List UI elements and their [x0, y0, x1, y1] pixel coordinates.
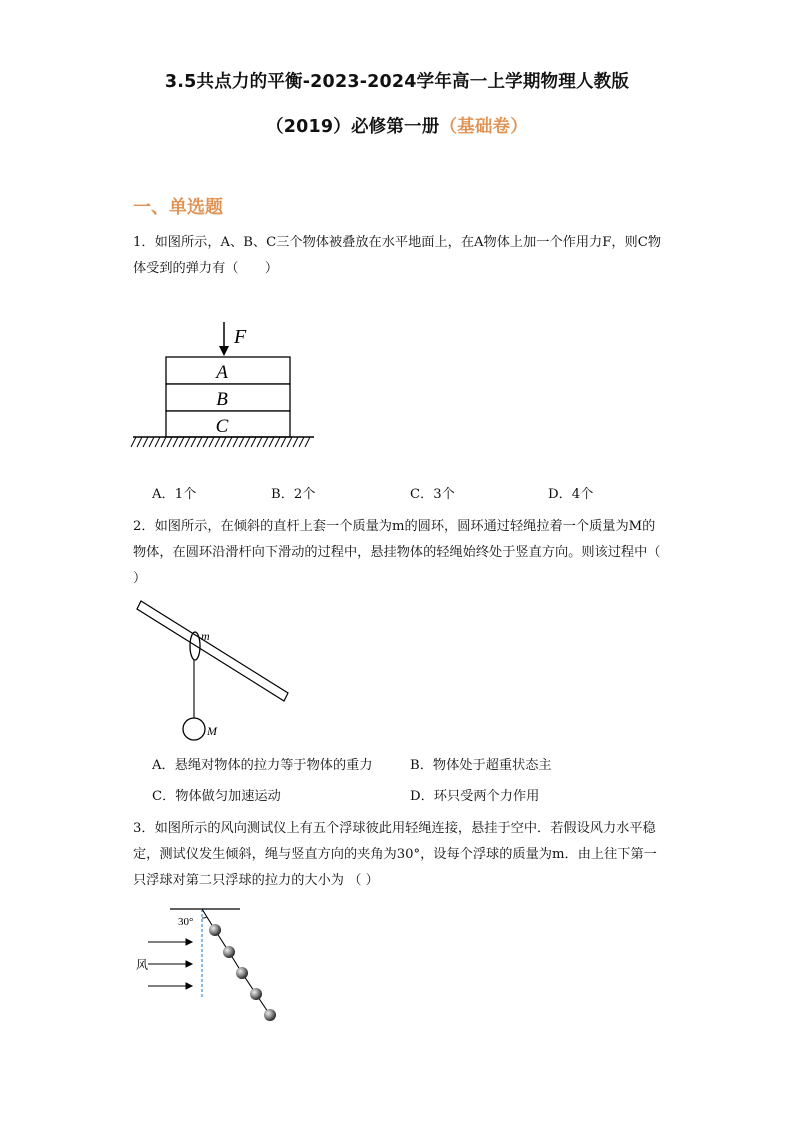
- hatch-stroke: [215, 437, 220, 447]
- hatch-stroke: [233, 437, 238, 447]
- hatch-stroke: [299, 437, 304, 447]
- q1-option-c[interactable]: C．3个: [410, 487, 455, 502]
- q2-option-c[interactable]: C．物体做匀加速运动: [152, 789, 281, 804]
- wind-arrowhead-2: [186, 961, 192, 967]
- wind-arrowhead-1: [186, 939, 192, 945]
- hatch-stroke: [227, 437, 232, 447]
- hatch-stroke: [251, 437, 256, 447]
- page-title-line1: 3.5共点力的平衡-2023-2024学年高一上学期物理人教版: [164, 72, 630, 92]
- hatch-stroke: [203, 437, 208, 447]
- q1-option-a[interactable]: A．1个: [152, 487, 197, 502]
- q2-option-d[interactable]: D．环只受两个力作用: [410, 789, 540, 804]
- question-1-stem: 1．如图所示，A、B、C三个物体被叠放在水平地面上，在A物体上加一个作用力F，则C物体受到的弹力有（ ）: [133, 235, 662, 276]
- question-2-stem: 2．如图所示，在倾斜的直杆上套一个质量为m的圆环，圆环通过轻绳拉着一个质量为M的物体，在圆环沿滑杆向下滑动的过程中，悬挂物体的轻绳始终处于竖直方向。则该过程中（ ）: [133, 519, 661, 586]
- hatch-stroke: [245, 437, 250, 447]
- hatch-stroke: [263, 437, 268, 447]
- hatch-stroke: [173, 437, 178, 447]
- hatch-stroke: [185, 437, 190, 447]
- question-2-figure: [128, 600, 298, 750]
- section-heading: 一、单选题: [133, 197, 223, 218]
- angle-label: 30°: [178, 916, 194, 928]
- inclined-rod: [137, 601, 288, 701]
- q2-option-b[interactable]: B．物体处于超重状态主: [410, 758, 552, 773]
- hanging-mass-label: M: [207, 724, 217, 738]
- float-ball-4: [250, 988, 262, 1000]
- block-c-label: C: [215, 416, 229, 437]
- hatch-stroke: [137, 437, 142, 447]
- wind-label: 风: [136, 958, 149, 972]
- question-3-figure: [128, 902, 288, 1028]
- float-ball-2: [223, 946, 235, 958]
- q2-option-a[interactable]: A．悬绳对物体的拉力等于物体的重力: [152, 758, 373, 773]
- hatch-stroke: [269, 437, 274, 447]
- hatch-stroke: [149, 437, 154, 447]
- wind-arrowhead-3: [186, 983, 192, 989]
- question-3-stem: 3．如图所示的风向测试仪上有五个浮球彼此用轻绳连接，悬挂于空中．若假设风力水平稳定，测试仪发生倾斜，绳与竖直方向的夹角为30°，设每个浮球的质量为m．由上往下第一只浮球对第二只浮球的拉力的大小为 （ ）: [133, 821, 657, 888]
- hatch-stroke: [239, 437, 244, 447]
- block-a: [166, 357, 290, 384]
- block-b-label: B: [216, 389, 228, 410]
- page-title-line2: [0, 113, 794, 138]
- hatch-stroke: [293, 437, 298, 447]
- hanging-mass: [183, 718, 205, 740]
- question-1-figure: [128, 318, 328, 458]
- hatch-stroke: [305, 437, 310, 447]
- float-ball-5: [264, 1009, 276, 1021]
- hatch-stroke: [275, 437, 280, 447]
- title-difficulty-badge: （基础卷）: [439, 117, 528, 137]
- hatch-stroke: [287, 437, 292, 447]
- hatch-stroke: [155, 437, 160, 447]
- q1-option-b[interactable]: B．2个: [271, 487, 316, 502]
- force-arrowhead: [219, 346, 229, 356]
- ring-mass-label: m: [201, 629, 210, 643]
- hatch-stroke: [191, 437, 196, 447]
- hatch-stroke: [281, 437, 286, 447]
- block-a-label: A: [216, 362, 228, 383]
- hatch-stroke: [167, 437, 172, 447]
- hatch-stroke: [179, 437, 184, 447]
- float-ball-3: [236, 967, 248, 979]
- title-subject: （2019）必修第一册: [266, 117, 440, 137]
- hatch-stroke: [143, 437, 148, 447]
- hatch-stroke: [161, 437, 166, 447]
- hatch-stroke: [197, 437, 202, 447]
- hatch-stroke: [209, 437, 214, 447]
- angle-arc: [202, 917, 207, 918]
- force-label: F: [234, 326, 247, 348]
- float-ball-1: [209, 924, 221, 936]
- wind-arrows: [148, 939, 192, 989]
- hatch-stroke: [221, 437, 226, 447]
- ground-hatching: [131, 437, 310, 447]
- hatch-stroke: [257, 437, 262, 447]
- hatch-stroke: [131, 437, 136, 447]
- block-b: [166, 384, 290, 411]
- q1-option-d[interactable]: D．4个: [548, 487, 594, 502]
